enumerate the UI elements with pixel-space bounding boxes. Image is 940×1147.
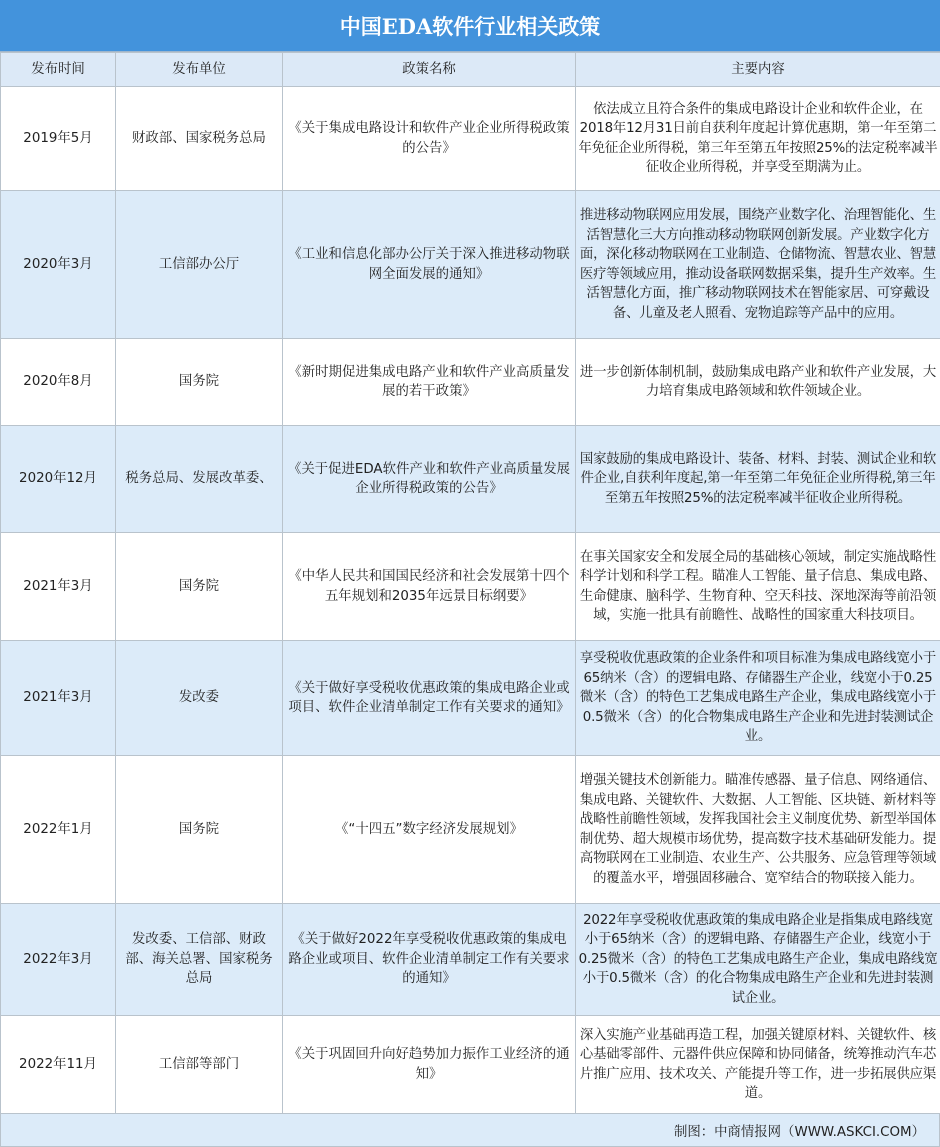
cell-time: 2021年3月	[1, 641, 116, 756]
cell-time: 2022年11月	[1, 1016, 116, 1114]
cell-policy-name: 《关于巩固回升向好趋势加力振作工业经济的通知》	[283, 1016, 576, 1114]
cell-policy-name: 《中华人民共和国国民经济和社会发展第十四个五年规划和2035年远景目标纲要》	[283, 533, 576, 641]
header-row	[1, 53, 940, 87]
table-title: 中国EDA软件行业相关政策	[0, 0, 940, 52]
table-row	[1, 191, 940, 339]
cell-content: 享受税收优惠政策的企业条件和项目标准为集成电路线宽小于65纳米（含）的逻辑电路、存储器生产企业，线宽小于0.25微米（含）的特色工艺集成电路生产企业，集成电路线宽小于0.5微米（含）的化合物集成电路生产企业和先进封装测试企业。	[576, 641, 940, 756]
header-unit: 发布单位	[116, 53, 283, 87]
cell-policy-name: 《关于做好享受税收优惠政策的集成电路企业或项目、软件企业清单制定工作有关要求的通知》	[283, 641, 576, 756]
cell-time: 2019年5月	[1, 87, 116, 191]
cell-time: 2020年8月	[1, 339, 116, 426]
cell-unit: 国务院	[116, 756, 283, 904]
cell-time: 2020年12月	[1, 426, 116, 533]
cell-unit: 财政部、国家税务总局	[116, 87, 283, 191]
table-row	[1, 1016, 940, 1114]
cell-unit: 国务院	[116, 339, 283, 426]
cell-unit: 国务院	[116, 533, 283, 641]
policy-table	[0, 52, 940, 1114]
table-row	[1, 426, 940, 533]
table-row	[1, 87, 940, 191]
table-row	[1, 641, 940, 756]
cell-time: 2022年1月	[1, 756, 116, 904]
cell-policy-name: 《“十四五”数字经济发展规划》	[283, 756, 576, 904]
table-body	[1, 87, 940, 1114]
header-time: 发布时间	[1, 53, 116, 87]
cell-content: 在事关国家安全和发展全局的基础核心领域，制定实施战略性科学计划和科学工程。瞄准人工智能、量子信息、集成电路、生命健康、脑科学、生物育种、空天科技、深地深海等前沿领域，实施一批具有前瞻性、战略性的国家重大科技项目。	[576, 533, 940, 641]
source-footer: 制图：中商情报网（WWW.ASKCI.COM）	[0, 1114, 940, 1147]
cell-policy-name: 《工业和信息化部办公厅关于深入推进移动物联网全面发展的通知》	[283, 191, 576, 339]
cell-policy-name: 《关于做好2022年享受税收优惠政策的集成电路企业或项目、软件企业清单制定工作有关要求的通知》	[283, 904, 576, 1016]
table-row	[1, 904, 940, 1016]
cell-policy-name: 《新时期促进集成电路产业和软件产业高质量发展的若干政策》	[283, 339, 576, 426]
table-row	[1, 339, 940, 426]
cell-unit: 发改委	[116, 641, 283, 756]
cell-unit: 发改委、工信部、财政部、海关总署、国家税务总局	[116, 904, 283, 1016]
cell-time: 2021年3月	[1, 533, 116, 641]
cell-content: 推进移动物联网应用发展，围绕产业数字化、治理智能化、生活智慧化三大方向推动移动物联网创新发展。产业数字化方面，深化移动物联网在工业制造、仓储物流、智慧农业、智慧医疗等领域应用，推动设备联网数据采集，提升生产效率。生活智慧化方面，推广移动物联网技术在智能家居、可穿戴设备、儿童及老人照看、宠物追踪等产品中的应用。	[576, 191, 940, 339]
cell-unit: 税务总局、发展改革委、	[116, 426, 283, 533]
cell-unit: 工信部办公厅	[116, 191, 283, 339]
table-row	[1, 533, 940, 641]
cell-policy-name: 《关于促进EDA软件产业和软件产业高质量发展企业所得税政策的公告》	[283, 426, 576, 533]
cell-content: 依法成立且符合条件的集成电路设计企业和软件企业，在2018年12月31日前自获利年度起计算优惠期，第一年至第二年免征企业所得税，第三年至第五年按照25%的法定税率减半征收企业所得税，并享受至期满为止。	[576, 87, 940, 191]
cell-policy-name: 《关于集成电路设计和软件产业企业所得税政策的公告》	[283, 87, 576, 191]
cell-time: 2020年3月	[1, 191, 116, 339]
cell-content: 深入实施产业基础再造工程，加强关键原材料、关键软件、核心基础零部件、元器件供应保障和协同储备，统筹推动汽车芯片推广应用、技术攻关、产能提升等工作，进一步拓展供应渠道。	[576, 1016, 940, 1114]
cell-content: 国家鼓励的集成电路设计、装备、材料、封装、测试企业和软件企业,自获利年度起,第一年至第二年免征企业所得税,第三年至第五年按照25%的法定税率减半征收企业所得税。	[576, 426, 940, 533]
table-row	[1, 756, 940, 904]
cell-unit: 工信部等部门	[116, 1016, 283, 1114]
cell-content: 2022年享受税收优惠政策的集成电路企业是指集成电路线宽小于65纳米（含）的逻辑电路、存储器生产企业，线宽小于0.25微米（含）的特色工艺集成电路生产企业，集成电路线宽小于0.5微米（含）的化合物集成电路生产企业和先进封装测试企业。	[576, 904, 940, 1016]
cell-time: 2022年3月	[1, 904, 116, 1016]
cell-content: 进一步创新体制机制，鼓励集成电路产业和软件产业发展，大力培育集成电路领域和软件领域企业。	[576, 339, 940, 426]
cell-content: 增强关键技术创新能力。瞄准传感器、量子信息、网络通信、集成电路、关键软件、大数据、人工智能、区块链、新材料等战略性前瞻性领域，发挥我国社会主义制度优势、新型举国体制优势、超大规模市场优势，提高数字技术基础研发能力。提高物联网在工业制造、农业生产、公共服务、应急管理等领域的覆盖水平，增强固移融合、宽窄结合的物联接入能力。	[576, 756, 940, 904]
header-content: 主要内容	[576, 53, 940, 87]
header-name: 政策名称	[283, 53, 576, 87]
